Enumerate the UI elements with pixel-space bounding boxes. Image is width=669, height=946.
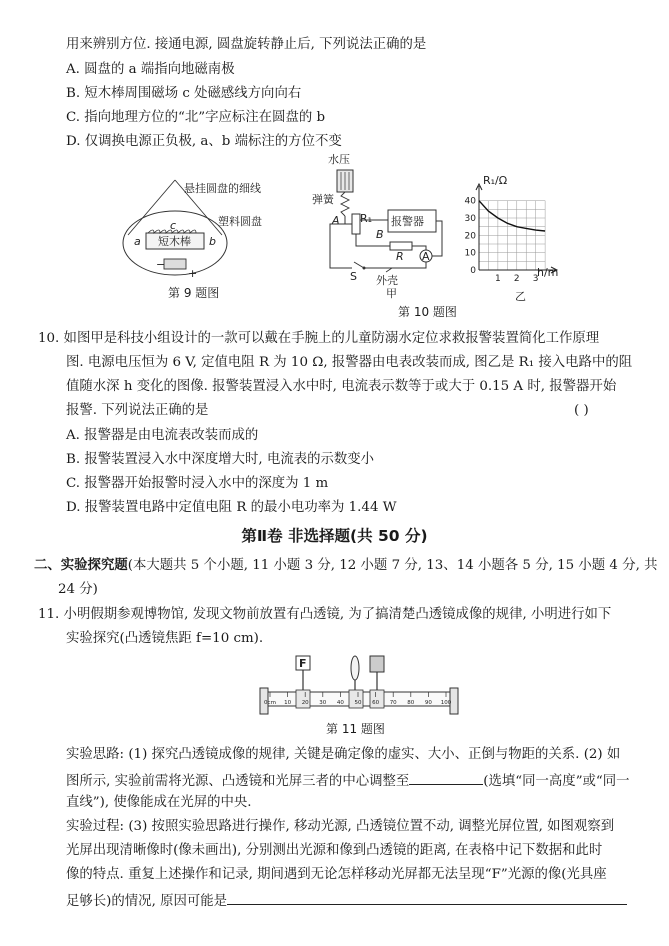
light-screen xyxy=(370,656,384,672)
resistor-R1 xyxy=(352,214,360,234)
label-R1: R₁ xyxy=(360,212,373,225)
part-2-intro xyxy=(34,557,658,575)
ruler-label: 100 xyxy=(440,700,452,706)
resistor-R xyxy=(390,242,412,250)
thread-left xyxy=(128,180,175,235)
q10-line-4: 报警. 下列说法正确的是 xyxy=(66,403,209,418)
q11-proc-1: 实验过程: (3) 按照实验思路进行操作, 移动光源, 凸透镜位置不动, 调整光屏位置, 如图观察到 xyxy=(66,819,615,834)
chart-ylabel: R₁/Ω xyxy=(483,174,508,187)
q10-option-c: C. 报警器开始报警时浸入水中的深度为 1 m xyxy=(66,476,329,491)
y-tick-label: 40 xyxy=(464,196,476,207)
label-yi: 乙 xyxy=(515,290,526,303)
figure-9 xyxy=(120,175,300,285)
label-thread: 悬挂圆盘的细线 xyxy=(184,182,261,195)
label-rod: 短木棒 xyxy=(158,235,191,248)
q11-blank-2[interactable] xyxy=(227,890,627,905)
label-water-pressure: 水压 xyxy=(328,153,350,166)
q10-line-2: 图. 电源电压恒为 6 V, 定值电阻 R 为 10 Ω, 报警器由电表改装而成, 图乙是 R₁ 接入电路中的阻 xyxy=(66,355,633,370)
q9-stem: 用来辨别方位. 接通电源, 圆盘旋转静止后, 下列说法正确的是 xyxy=(66,37,427,52)
ruler-label: 50 xyxy=(354,700,362,706)
ruler-label: 30 xyxy=(319,700,327,706)
label-A: A xyxy=(332,214,340,227)
y-tick-label: 10 xyxy=(464,248,476,259)
q10-line-3: 值随水深 h 变化的图像. 报警装置浸入水中时, 电流表示数等于或大于 0.15 A 时, 报警器开始 xyxy=(66,379,617,394)
q11-blank-1[interactable] xyxy=(409,770,483,785)
q11-idea-3: 直线”), 使像能成在光屏的中央. xyxy=(66,795,252,810)
part-2-title: 二、实验探究题 xyxy=(34,558,128,573)
q11-line-2: 实验探究(凸透镜焦距 f=10 cm). xyxy=(66,631,264,646)
chart-ticks xyxy=(465,197,539,284)
label-a: a xyxy=(134,235,141,248)
q11-proc-4 xyxy=(66,890,627,911)
label-S: S xyxy=(350,270,357,283)
ruler-label: 60 xyxy=(372,700,380,706)
x-tick-label: 3 xyxy=(532,274,539,284)
label-jia: 甲 xyxy=(386,287,397,300)
q10-answer-paren: ( ) xyxy=(574,403,589,418)
switch-S xyxy=(354,262,364,268)
q11-idea-1: 实验思路: (1) 探究凸透镜成像的规律, 关键是确定像的虚实、大小、正倒与物距的关系. (2) 如 xyxy=(66,747,621,762)
label-shell: 外壳 xyxy=(376,274,398,287)
label-alarm: 报警器 xyxy=(391,215,424,228)
label-c: c xyxy=(170,219,177,232)
q11-proc-4-text: 足够长)的情况, 原因可能是 xyxy=(66,894,228,909)
ruler-label: 20 xyxy=(301,700,309,706)
q10-line-1: 10. 如图甲是科技小组设计的一款可以戴在手腕上的儿童防溺水定位求救报警装置简化工作原理 xyxy=(38,331,600,346)
q9-option-d: D. 仅调换电源正负极, a、b 端标注的方位不变 xyxy=(66,134,342,149)
figure-9-caption: 第 9 题图 xyxy=(168,286,220,300)
chart-xlabel: h/m xyxy=(537,266,559,279)
figure-11-optical-bench xyxy=(256,648,462,720)
ruler-label: 0cm xyxy=(264,700,276,706)
q11-proc-2: 光屏出现清晰像时(像未画出), 分别测出光源和像到凸透镜的距离, 在表格中记下数据和此时 xyxy=(66,843,603,858)
q11-idea-2b: (选填“同一高度”或“同一 xyxy=(483,774,630,789)
q10-option-a: A. 报警器是由电流表改装而成的 xyxy=(66,428,259,443)
q11-idea-2 xyxy=(66,770,630,791)
label-spring: 弹簧 xyxy=(312,193,334,206)
label-plus: + xyxy=(188,267,198,280)
q10-option-d: D. 报警装置电路中定值电阻 R 的最小电功率为 1.44 W xyxy=(66,500,397,515)
y-tick-label: 20 xyxy=(464,231,476,242)
convex-lens xyxy=(351,656,359,680)
x-tick-label: 1 xyxy=(495,274,501,284)
y-tick-label: 30 xyxy=(464,214,476,224)
label-F: F xyxy=(299,657,307,670)
spring xyxy=(341,192,349,216)
part-2-desc-2: 24 分) xyxy=(58,582,98,597)
figure-10-jia xyxy=(310,150,450,300)
ruler-label: 70 xyxy=(389,700,397,706)
ruler-label: 80 xyxy=(407,700,415,706)
x-tick-label: 2 xyxy=(513,274,520,284)
y-tick-label: 0 xyxy=(470,266,476,276)
figure-10-caption: 第 10 题图 xyxy=(398,305,457,319)
q11-proc-3: 像的特点. 重复上述操作和记录, 期间遇到无论怎样移动光屏都无法呈现“F”光源的像(光具座 xyxy=(66,867,607,882)
chart-grid xyxy=(476,184,557,273)
q9-option-a: A. 圆盘的 a 端指向地磁南极 xyxy=(66,62,235,77)
label-B: B xyxy=(376,228,384,241)
label-R: R xyxy=(396,250,404,263)
label-minus: − xyxy=(156,258,166,271)
ruler-label: 40 xyxy=(336,700,344,706)
q9-option-b: B. 短木棒周围磁场 c 处磁感线方向向右 xyxy=(66,86,302,101)
label-ammeter: A xyxy=(422,250,430,263)
label-disk: 塑料圆盘 xyxy=(218,215,262,228)
label-b: b xyxy=(209,235,216,248)
ruler-label: 90 xyxy=(424,700,432,706)
figure-10-yi-chart xyxy=(455,172,565,304)
ruler-label: 10 xyxy=(284,700,292,706)
q11-line-1: 11. 小明假期参观博物馆, 发现文物前放置有凸透镜, 为了搞清楚凸透镜成像的规律, 小明进行如下 xyxy=(38,607,612,622)
q10-option-b: B. 报警装置浸入水中深度增大时, 电流表的示数变小 xyxy=(66,452,375,467)
q11-idea-2a: 图所示, 实验前需将光源、凸透镜和光屏三者的中心调整至 xyxy=(66,774,410,789)
section-2-heading: 第Ⅱ卷 非选择题(共 50 分) xyxy=(241,527,428,545)
part-2-desc: (本大题共 5 个小题, 11 小题 3 分, 12 小题 7 分, 13、14 小题各 5 分, 15 小题 4 分, 共 xyxy=(127,558,658,573)
battery xyxy=(164,259,186,269)
q9-option-c: C. 指向地理方位的“北”字应标注在圆盘的 b xyxy=(66,110,326,125)
figure-11-caption: 第 11 题图 xyxy=(326,722,385,736)
